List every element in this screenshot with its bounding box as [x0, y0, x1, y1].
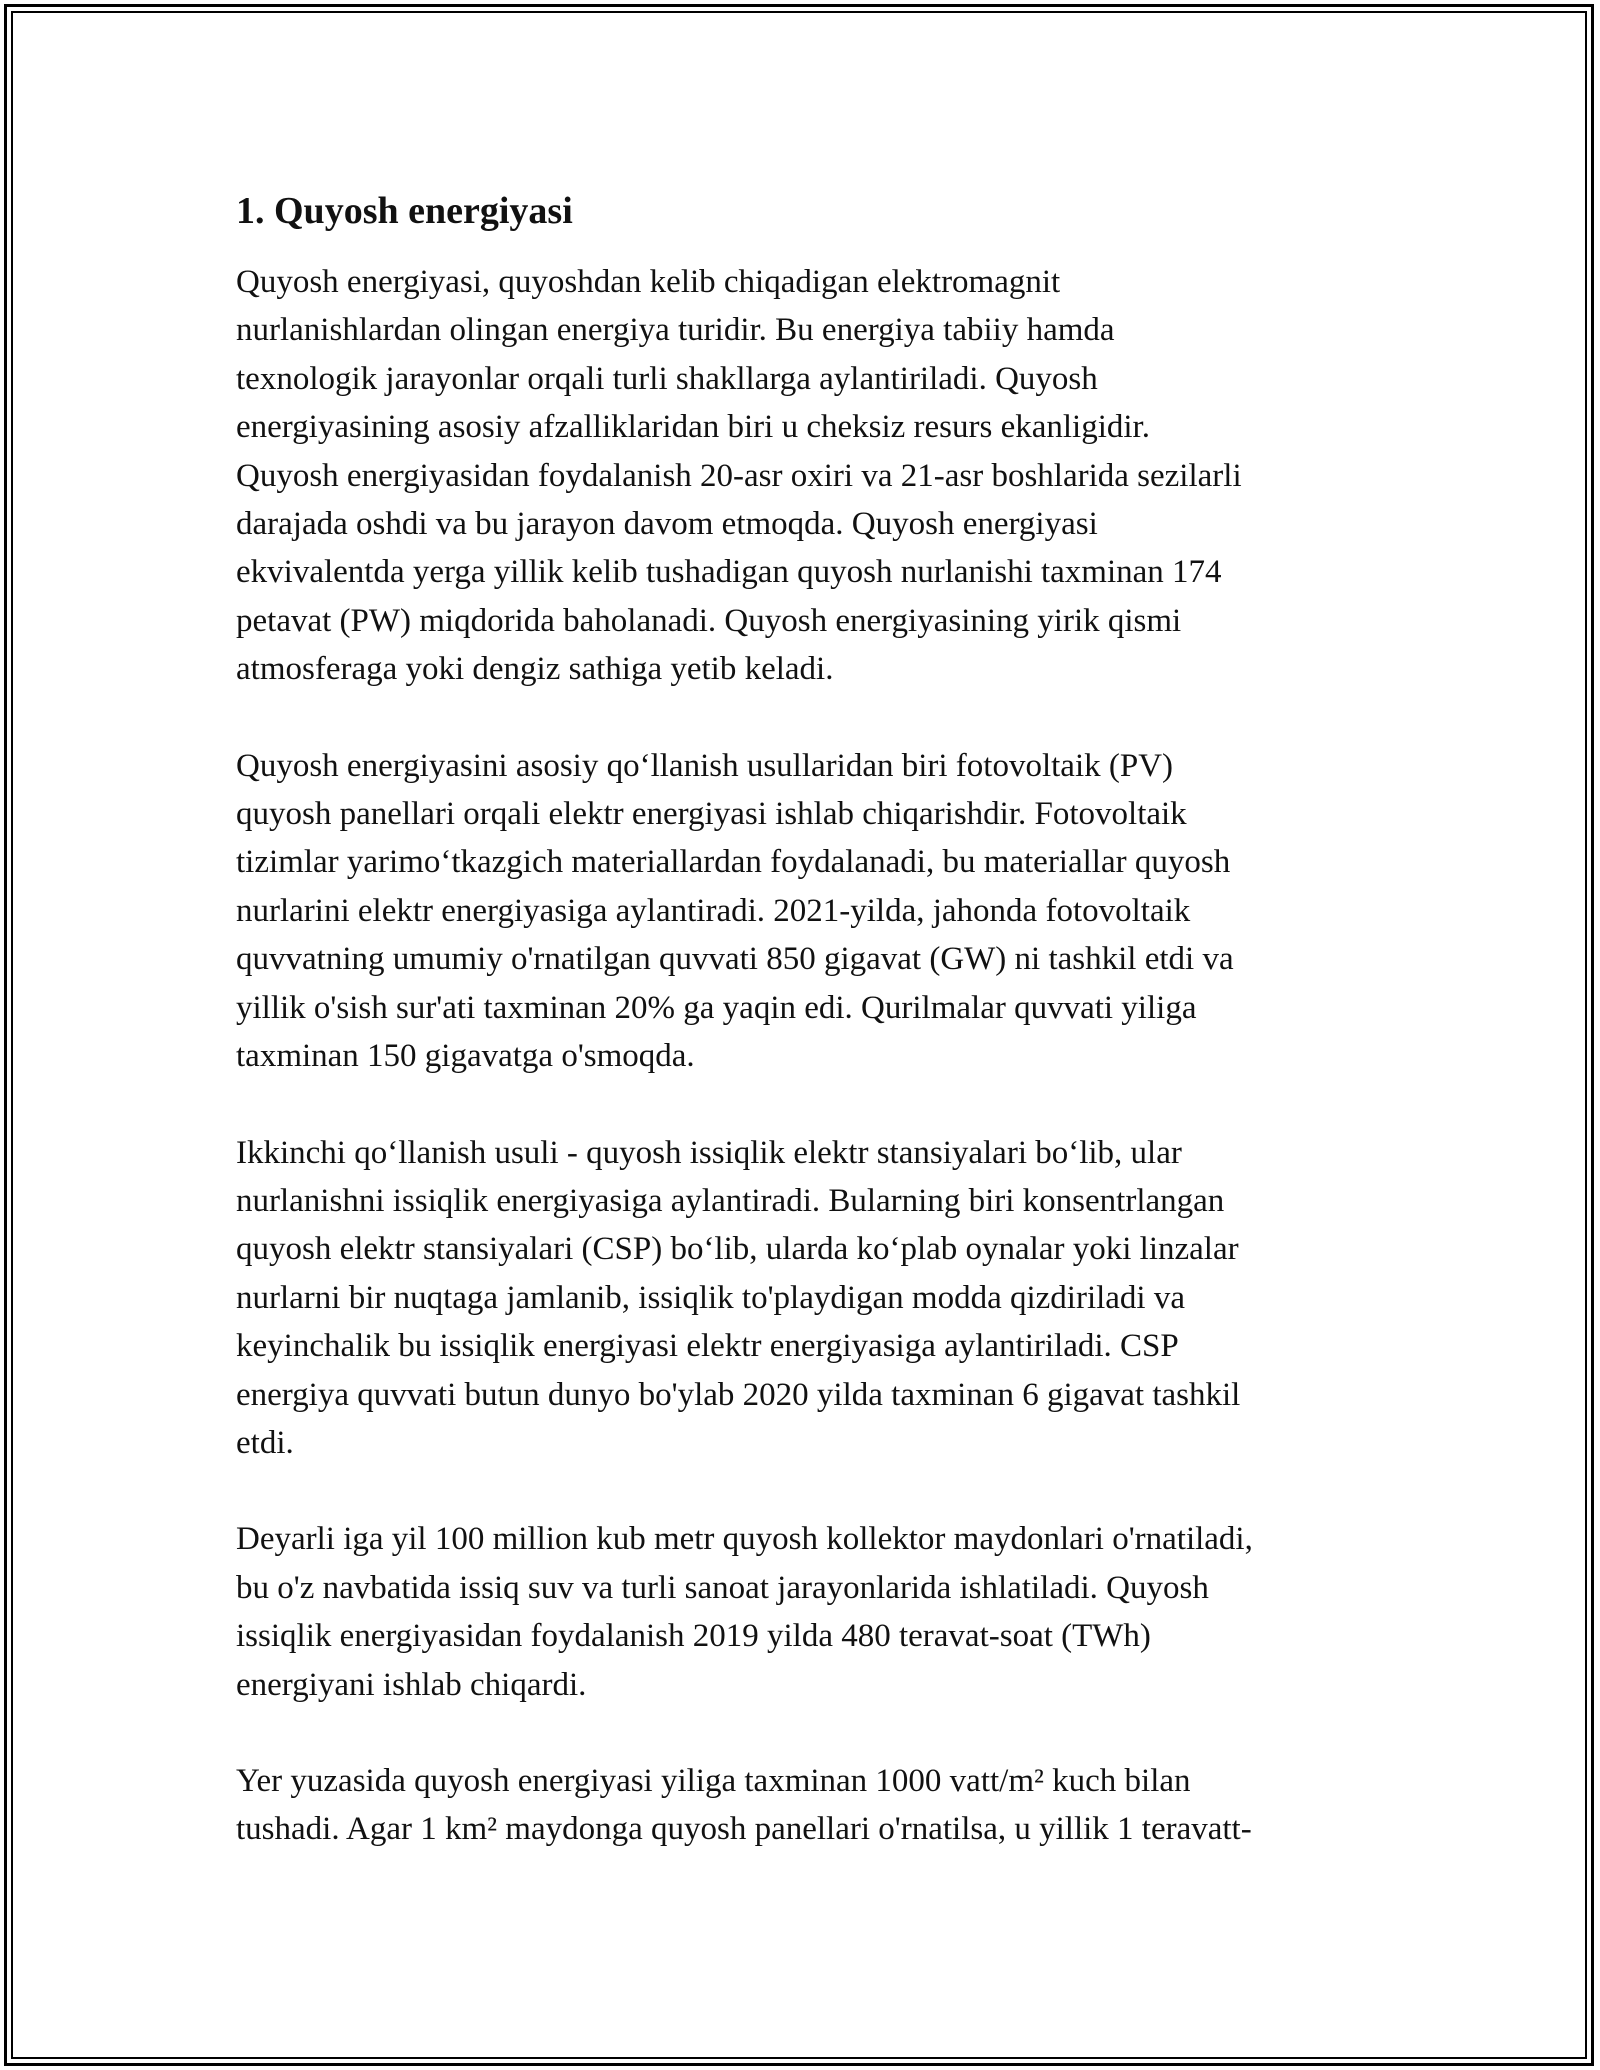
- document-body: [236, 186, 1366, 1902]
- section-heading: 1. Quyosh energiyasi: [236, 190, 573, 232]
- text-line: energiyani ishlab chiqardi.: [236, 1666, 587, 1703]
- text-line: issiqlik energiyasidan foydalanish 2019 yilda 480 teravat-soat (TWh): [236, 1618, 1151, 1655]
- text-line: energiyasining asosiy afzalliklaridan biri u cheksiz resurs ekanligidir.: [236, 409, 1150, 446]
- text-line: bu o'z navbatida issiq suv va turli sanoat jarayonlarida ishlatiladi. Quyosh: [236, 1569, 1209, 1606]
- text-line: Deyarli iga yil 100 million kub metr quyosh kollektor maydonlari o'rnatiladi,: [236, 1521, 1253, 1558]
- text-line: taxminan 150 gigavatga o'smoqda.: [236, 1038, 695, 1075]
- text-line: energiya quvvati butun dunyo bo'ylab 2020 yilda taxminan 6 gigavat tashkil: [236, 1376, 1241, 1413]
- paragraph-collectors: [236, 1515, 1366, 1709]
- text-line: nurlanishlardan olingan energiya turidir. Bu energiya tabiiy hamda: [236, 312, 1115, 349]
- text-line: texnologik jarayonlar orqali turli shakllarga aylantiriladi. Quyosh: [236, 360, 1098, 397]
- text-line: ekvivalentda yerga yillik kelib tushadigan quyosh nurlanishi taxminan 174: [236, 554, 1222, 591]
- text-line: quyosh panellari orqali elektr energiyasi ishlab chiqarishdir. Fotovoltaik: [236, 796, 1187, 833]
- text-line: nurlarni bir nuqtaga jamlanib, issiqlik to'playdigan modda qizdiriladi va: [236, 1279, 1185, 1316]
- paragraph-intro: [236, 258, 1366, 694]
- text-line: petavat (PW) miqdorida baholanadi. Quyosh energiyasining yirik qismi: [236, 602, 1182, 639]
- text-line: tizimlar yarimo‘tkazgich materiallardan foydalanadi, bu materiallar quyosh: [236, 844, 1231, 881]
- text-line: nurlanishni issiqlik energiyasiga aylantiradi. Bularning biri konsentrlangan: [236, 1182, 1225, 1219]
- text-line: keyinchalik bu issiqlik energiyasi elektr energiyasiga aylantiriladi. CSP: [236, 1328, 1179, 1365]
- text-line: Quyosh energiyasini asosiy qo‘llanish usullaridan biri fotovoltaik (PV): [236, 747, 1174, 784]
- text-line: Yer yuzasida quyosh energiyasi yiliga taxminan 1000 vatt/m² kuch bilan: [236, 1762, 1191, 1799]
- paragraph-thermal: [236, 1129, 1366, 1468]
- text-line: etdi.: [236, 1424, 294, 1461]
- text-line: Ikkinchi qo‘llanish usuli - quyosh issiqlik elektr stansiyalari bo‘lib, ular: [236, 1134, 1182, 1171]
- text-line: quyosh elektr stansiyalari (CSP) bo‘lib, ularda ko‘plab oynalar yoki linzalar: [236, 1231, 1239, 1268]
- text-line: nurlarini elektr energiyasiga aylantiradi. 2021-yilda, jahonda fotovoltaik: [236, 892, 1191, 929]
- paragraph-surface-irradiance: [236, 1757, 1366, 1854]
- text-line: atmosferaga yoki dengiz sathiga yetib keladi.: [236, 651, 834, 688]
- text-line: tushadi. Agar 1 km² maydonga quyosh panellari o'rnatilsa, u yillik 1 teravatt-: [236, 1811, 1252, 1848]
- paragraph-photovoltaic: [236, 742, 1366, 1081]
- text-line: yillik o'sish sur'ati taxminan 20% ga yaqin edi. Qurilmalar quvvati yiliga: [236, 989, 1197, 1026]
- text-line: quvvatning umumiy o'rnatilgan quvvati 850 gigavat (GW) ni tashkil etdi va: [236, 941, 1234, 978]
- text-line: Quyosh energiyasidan foydalanish 20-asr oxiri va 21-asr boshlarida sezilarli: [236, 457, 1242, 494]
- text-line: darajada oshdi va bu jarayon davom etmoqda. Quyosh energiyasi: [236, 506, 1098, 543]
- text-line: Quyosh energiyasi, quyoshdan kelib chiqadigan elektromagnit: [236, 264, 1061, 300]
